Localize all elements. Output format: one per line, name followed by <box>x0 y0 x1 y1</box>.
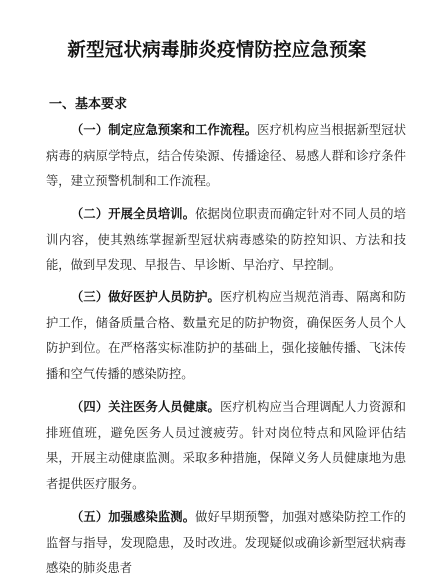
paragraph-3-lead: （三）做好医护人员防护。 <box>71 290 220 304</box>
document-title: 新型冠状病毒肺炎疫情防控应急预案 <box>67 40 367 61</box>
paragraph-1 <box>46 118 406 195</box>
paragraph-5-body: 做好早期预警，加强对感染防控工作的监督与指导，发现隐患，及时改进。发现疑似或确诊新型冠状病毒感染的肺炎患者 <box>46 510 406 575</box>
paragraph-1-lead: （一）制定应急预案和工作流程。 <box>71 123 258 137</box>
paragraph-4-body: 医疗机构应当合理调配人力资源和排班值班，避免医务人员过渡疲劳。针对岗位特点和风险评估结果，开展主动健康监测。采取多种措施，保障义务人员健康地为患者提供医疗服务。 <box>46 400 406 491</box>
paragraph-2-lead: （二）开展全员培训。 <box>71 207 196 221</box>
paragraph-3 <box>46 285 406 387</box>
paragraph-5-lead: （五）加强感染监测。 <box>71 510 196 524</box>
paragraph-4-lead: （四）关注医务人员健康。 <box>71 400 220 414</box>
section-heading: 一、基本要求 <box>49 97 128 112</box>
paragraph-2-body: 依据岗位职责而确定针对不同人员的培训内容，使其熟练掌握新型冠状病毒感染的防控知识、方法和技能，做到早发现、早报告、早诊断、早治疗、早控制。 <box>46 207 406 272</box>
paragraph-2 <box>46 202 406 279</box>
paragraph-1-body: 医疗机构应当根据新型冠状病毒的病原学特点，结合传染源、传播途径、易感人群和诊疗条件等，建立预警机制和工作流程。 <box>46 123 406 188</box>
paragraph-3-body: 医疗机构应当规范消毒、隔离和防护工作，储备质量合格、数量充足的防护物资，确保医务人员个人防护到位。在严格落实标准防护的基础上，强化接触传播、飞沫传播和空气传播的感染防控。 <box>46 290 406 381</box>
paragraph-4 <box>46 395 406 497</box>
paragraph-5 <box>46 505 406 582</box>
